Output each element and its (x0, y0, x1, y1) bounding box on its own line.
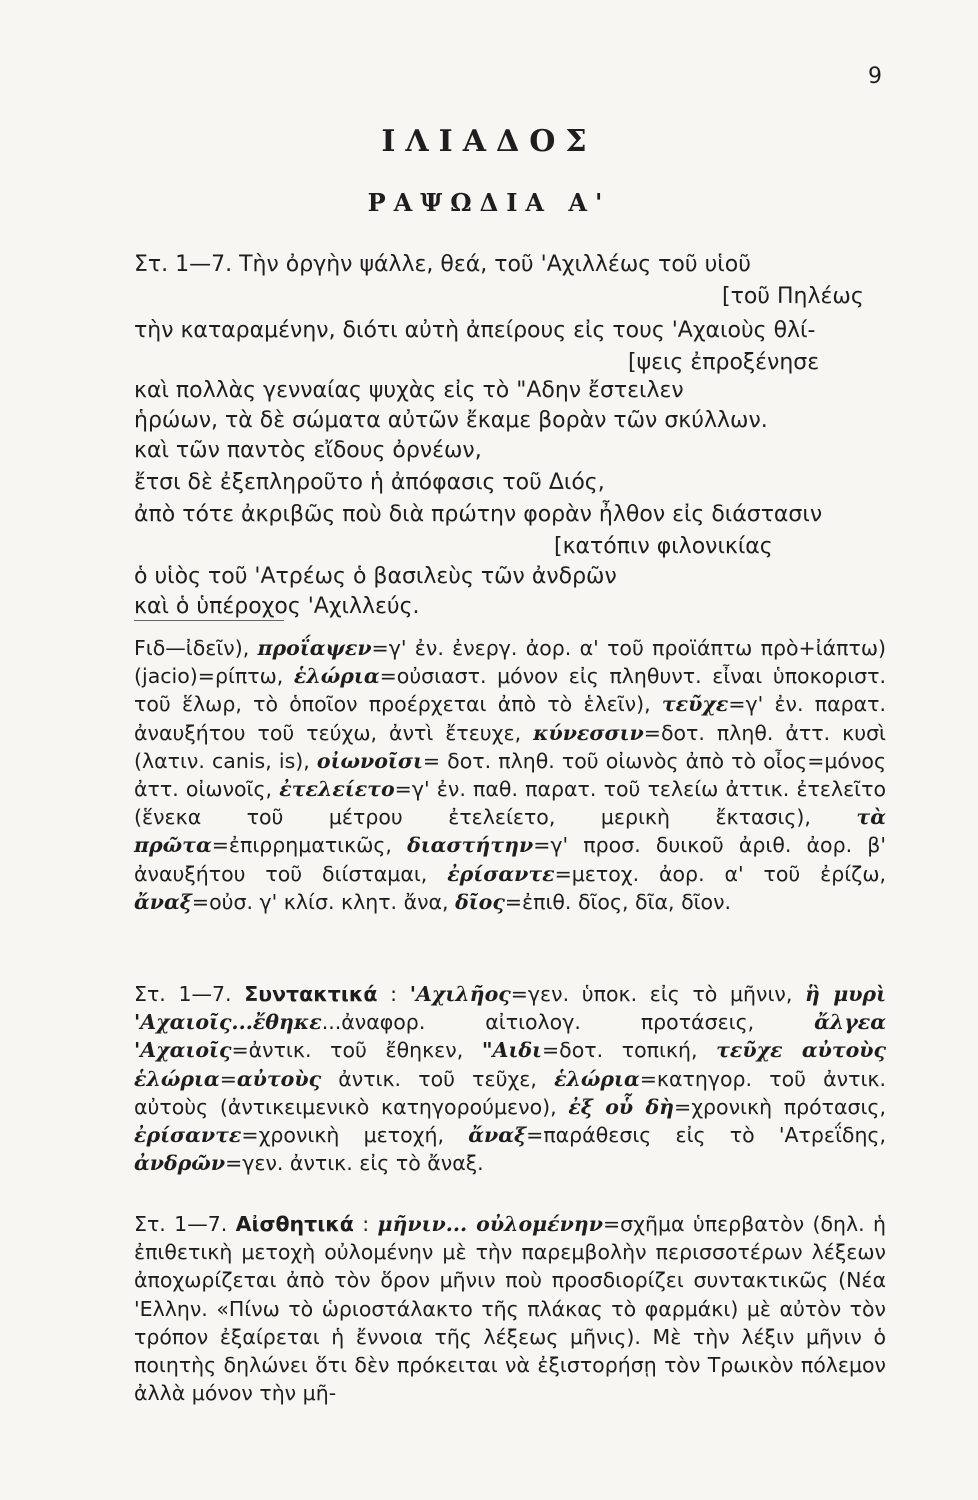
term: κύνεσσιν (533, 720, 644, 745)
term: μῆνιν... οὐλομένην (377, 1212, 603, 1236)
verse-line: ὁ υἱὸς τοῦ 'Ατρέως ὁ βασιλεὺς τῶν ἀνδρῶν (134, 564, 617, 589)
term: ἀνδρῶν (134, 1151, 226, 1176)
term: προΐαψεν (257, 636, 372, 660)
term: 'Αχιλῆος (409, 982, 511, 1006)
section-divider (134, 620, 284, 621)
verse-line: ἀπὸ τότε ἀκριβῶς ποὺ διὰ πρώτην φορὰν ἦλθον εἰς διάστασιν (134, 502, 823, 527)
term: ἄναξ (134, 889, 192, 914)
term: αὐτοὺς (236, 1066, 322, 1091)
term: διαστήτην (407, 833, 534, 858)
page-number: 9 (868, 64, 882, 89)
term: ἑλώρια (293, 664, 380, 689)
verse-line: καὶ τῶν παντὸς εἴδους ὀρνέων, (134, 438, 482, 463)
term: ἐρίσαντε (447, 861, 555, 886)
aesthetic-notes: Στ. 1—7. Αἰσθητικά : μῆνιν... οὐλομένην=σχῆμα ὑπερβατὸν (δηλ. ἡ ἐπιθετικὴ μετοχὴ οὐλομένην μὲ τὴν παρεμβολὴν περισσοτέρων λέξεων ἀποχωρίζεται ἀπὸ τὸν ὅρον μῆνιν ποὺ προσδιορίζει συντακτικῶς (Νέα 'Ελλην. «Πίνω τὸ ὡριοστάλακτο τῆς πλάκας τὸ φαρμάκι) μὲ αὐτὸν τὸν τρόπον ἐξαίρεται ἡ ἔννοια τῆς λέξεως μῆνις). Μὲ τὴν λέξιν μῆνιν ὁ ποιητὴς δηλώνει ὅτι δὲν πρόκειται νὰ ἐξιστορήσῃ τὸν Τρωικὸν πόλεμον ἀλλὰ μόνον τὴν μῆ- (134, 1212, 886, 1406)
term: ἐτελείετο (279, 777, 395, 802)
term: ἄναξ (468, 1123, 527, 1148)
term: δῖος (455, 889, 505, 914)
lexical-notes: Fιδ—ἰδεῖν), προΐαψεν=γ' ἐν. ἐνεργ. ἀορ. α' τοῦ προϊάπτω πρὸ+ἰάπτω) (jacio)=ρίπτω, ἑλώρια=οὐσιαστ. μόνον εἰς πληθυντ. εἶναι ὑποκοριστ. τοῦ ἕλωρ, τὸ ὁποῖον προέρχεται ἀπὸ τὸ ἑλεῖν), τεῦχε=γ' ἐν. παρατ. ἀναυξήτου τοῦ τεύχω, ἀντὶ ἔτευχε, κύνεσσιν=δοτ. πληθ. ἀττ. κυσὶ (λατιν. canis, is), οἰωνοῖσι= δοτ. πληθ. τοῦ οἰωνὸς ἀπὸ τὸ οἶος=μόνος ἀττ. οἰωνοῖς, ἐτελείετο=γ' ἐν. παθ. παρατ. τοῦ τελείω ἀττικ. ἐτελεῖτο (ἕνεκα τοῦ μέτρου ἐτελείετο, μερικὴ ἔκτασις), τὰ πρῶτα=ἐπιρρηματικῶς, διαστήτην=γ' προσ. δυικοῦ ἀριθ. ἀορ. β' ἀναυξήτου τοῦ διίσταμαι, ἐρίσαντε=μετοχ. ἀορ. α' τοῦ ἐρίζω, ἄναξ=οὐσ. γ' κλίσ. κλητ. ἄνα, δῖος=ἐπιθ. δῖος, δῖα, δῖον. (134, 636, 887, 914)
verse-line: ἔτσι δὲ ἐξεπληροῦτο ἡ ἀπόφασις τοῦ Διός, (134, 470, 605, 495)
term: ἣ μυρὶ 'Αχαιοῖς...ἔθηκε (134, 982, 886, 1035)
verse-line: [τοῦ Πηλέως (722, 284, 864, 309)
verse-line: ἡρώων, τὰ δὲ σώματα αὐτῶν ἔκαμε βορὰν τῶν σκύλλων. (134, 408, 768, 433)
term: ἐρίσαντε (134, 1123, 242, 1148)
term: τεῦχε αὐτοὺς ἑλώρια (134, 1038, 886, 1091)
verse-line: [ψεις ἐπροξένησε (628, 350, 820, 375)
verse-line: καὶ πολλὰς γενναίας ψυχὰς εἰς τὸ "Αδην ἔστειλεν (134, 378, 684, 403)
verse-line: Στ. 1—7. Τὴν ὀργὴν ψάλλε, θεά, τοῦ 'Αχιλλέως τοῦ υἱοῦ (134, 252, 751, 277)
term: Αἰσθητικά (235, 1212, 354, 1236)
syntax-notes: Στ. 1—7. Συντακτικά : 'Αχιλῆος=γεν. ὑποκ. εἰς τὸ μῆνιν, ἣ μυρὶ 'Αχαιοῖς...ἔθηκε...ἀναφορ. αἰτιολογ. προτάσεις, ἄλγεα 'Αχαιοῖς=ἀντικ. τοῦ ἔθηκεν, "Αιδι=δοτ. τοπική, τεῦχε αὐτοὺς ἑλώρια=αὐτοὺς ἀντικ. τοῦ τεῦχε, ἑλώρια=κατηγορ. τοῦ ἀντικ. αὐτοὺς (ἀντικειμενικὸ κατηγορούμενο), ἐξ οὗ δὴ=χρονικὴ πρότασις, ἐρίσαντε=χρονικὴ μετοχή, ἄναξ=παράθεσις εἰς τὸ 'Ατρεΐδης, ἀνδρῶν=γεν. ἀντικ. εἰς τὸ ἄναξ. (134, 982, 886, 1176)
verse-line: [κατόπιν φιλονικίας (554, 534, 773, 559)
term: ἑλώρια (554, 1066, 640, 1091)
book-title: ΙΛΙΑΔΟΣ (381, 124, 597, 159)
verse-line: καὶ ὁ ὑπέροχος 'Αχιλλεύς. (134, 594, 420, 619)
term: ἐξ οὗ δὴ (568, 1094, 675, 1119)
verse-line: τὴν καταραμένην, διότι αὐτὴ ἀπείρους εἰς τους 'Αχαιοὺς θλί- (134, 318, 816, 343)
term: Συντακτικά (244, 982, 378, 1006)
book-subtitle: ΡΑΨΩΔΙΑ Α' (367, 188, 611, 217)
term: ἄλγεα 'Αχαιοῖς (134, 1010, 886, 1063)
term: τὰ πρῶτα (134, 805, 886, 858)
term: "Αιδι (481, 1038, 542, 1063)
term: τεῦχε (661, 692, 729, 717)
term: οἰωνοῖσι (316, 748, 423, 773)
